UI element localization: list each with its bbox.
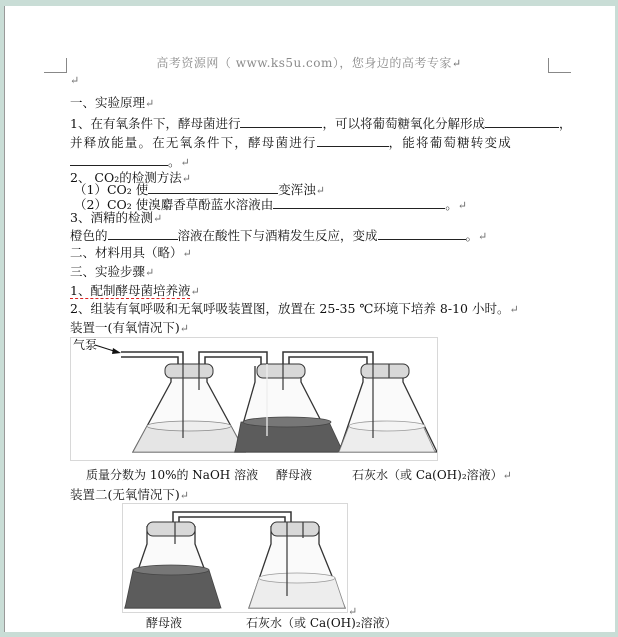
fill-blank[interactable] — [108, 227, 178, 240]
svg-shape — [121, 352, 183, 364]
page-header — [0, 54, 618, 71]
text-span: 装置一(有氧情况下) — [70, 320, 180, 335]
paragraph-mark: ↵ — [502, 469, 512, 482]
text-span: 质量分数为 10%的 NaOH 溶液 — [86, 468, 259, 482]
fill-blank[interactable] — [70, 153, 168, 166]
text-span: 。 — [445, 197, 458, 212]
flask-yeast-anaerobic — [125, 522, 221, 608]
header-text: 高考资源网（ www.ks5u.com），您身边的高考专家 — [156, 56, 452, 70]
empty-paragraph — [70, 72, 79, 87]
paragraph-mark: ↵ — [145, 266, 155, 279]
text-span: ， — [558, 116, 572, 131]
text-span: 2、 CO₂的检测方法 — [70, 170, 182, 185]
pump-arrow-head — [112, 348, 121, 354]
figure-1-title — [70, 318, 189, 336]
step-1 — [70, 281, 200, 299]
step-2 — [70, 299, 519, 317]
text-span: 橙色的 — [70, 228, 108, 243]
paragraph-mark: ↵ — [451, 57, 462, 70]
fill-blank[interactable] — [317, 134, 389, 147]
paragraph-mark: ↵ — [348, 605, 358, 618]
paragraph-mark: ↵ — [179, 322, 189, 335]
fig2-label-limewater — [246, 614, 397, 631]
anaerobic-apparatus-drawing — [123, 504, 347, 612]
paragraph-mark: ↵ — [457, 199, 467, 212]
tube-1-2 — [199, 352, 267, 364]
paragraph-mark: ↵ — [315, 184, 325, 197]
figure-1-aerobic-apparatus — [70, 337, 438, 461]
figure-2-anaerobic-apparatus — [122, 503, 348, 613]
fill-blank[interactable] — [485, 115, 559, 128]
tube-2-3 — [283, 352, 373, 364]
flask-naoh — [133, 364, 245, 452]
end-paragraph-mark — [348, 604, 357, 618]
steps-title — [70, 262, 154, 280]
fig2-label-yeast — [146, 614, 182, 631]
paragraph-mark: ↵ — [181, 172, 191, 185]
fill-blank[interactable] — [148, 181, 278, 194]
text-span: 酵母液 — [276, 468, 313, 482]
text-span: 一、实验原理 — [70, 95, 146, 110]
text-span: 3、酒精的检测 — [70, 210, 153, 225]
fig1-label-yeast — [276, 466, 312, 483]
principle-line-2 — [70, 133, 512, 151]
section-principle-title — [70, 93, 154, 111]
paragraph-mark: ↵ — [190, 285, 200, 298]
text-span: 石灰水（或 Ca(OH)₂溶液） — [246, 616, 397, 630]
text-span: 溶液在酸性下与酒精发生反应，变成 — [177, 228, 378, 243]
flask-yeast — [235, 364, 343, 452]
paragraph-mark: ↵ — [509, 303, 519, 316]
text-span: 。 — [465, 228, 479, 243]
paragraph-mark: ↵ — [70, 74, 80, 87]
fig1-label-naoh — [86, 466, 258, 483]
text-span: ，能将葡萄糖转变成 — [388, 135, 512, 150]
materials-title — [70, 243, 192, 261]
text-span: 变浑浊 — [278, 182, 316, 197]
paragraph-mark: ↵ — [478, 230, 488, 243]
text-span: （2）CO₂ 使溴麝香草酚蓝水溶液由 — [74, 197, 274, 212]
text-span: 1、在有氧条件下，酵母菌进行 — [70, 116, 241, 131]
figure-2-title — [70, 485, 189, 503]
flask-limewater-anaerobic — [249, 522, 345, 608]
text-span: 。 — [168, 154, 181, 169]
paragraph-mark: ↵ — [145, 97, 155, 110]
aerobic-apparatus-drawing — [71, 338, 437, 460]
text-span: 二、材料用具（略） — [70, 245, 183, 260]
text-span: 并释放能量。在无氧条件下，酵母菌进行 — [70, 135, 317, 150]
text-span: 酵母液 — [146, 616, 183, 630]
text-span: 三、实验步骤 — [70, 264, 146, 279]
text-span: 装置二(无氧情况下) — [70, 487, 180, 502]
text-span: ，可以将葡萄糖氧化分解形成 — [322, 116, 485, 131]
paragraph-mark: ↵ — [152, 212, 163, 225]
fill-blank[interactable] — [273, 196, 445, 209]
paragraph-mark: ↵ — [182, 247, 192, 260]
alcohol-detection-line — [70, 226, 487, 244]
alcohol-detection-title — [70, 208, 162, 226]
principle-line-1 — [70, 114, 572, 132]
svg-shape — [121, 357, 178, 364]
text-span: 石灰水（或 Ca(OH)₂溶液） — [352, 468, 503, 482]
text-span: 1、配制酵母菌培养液 — [70, 283, 191, 298]
text-span: 2、组装有氧呼吸和无氧呼吸装置图，放置在 25-35 ℃环境下培养 8-10 小时。 — [70, 301, 510, 316]
text-span: （1）CO₂ 使 — [74, 182, 149, 197]
paragraph-mark: ↵ — [179, 489, 189, 502]
fill-blank[interactable] — [240, 115, 322, 128]
fig1-label-limewater — [352, 466, 512, 483]
air-pump-label: 气泵 — [73, 338, 98, 352]
flask-limewater — [339, 364, 437, 452]
paragraph-mark: ↵ — [180, 156, 190, 169]
fill-blank[interactable] — [378, 227, 466, 240]
